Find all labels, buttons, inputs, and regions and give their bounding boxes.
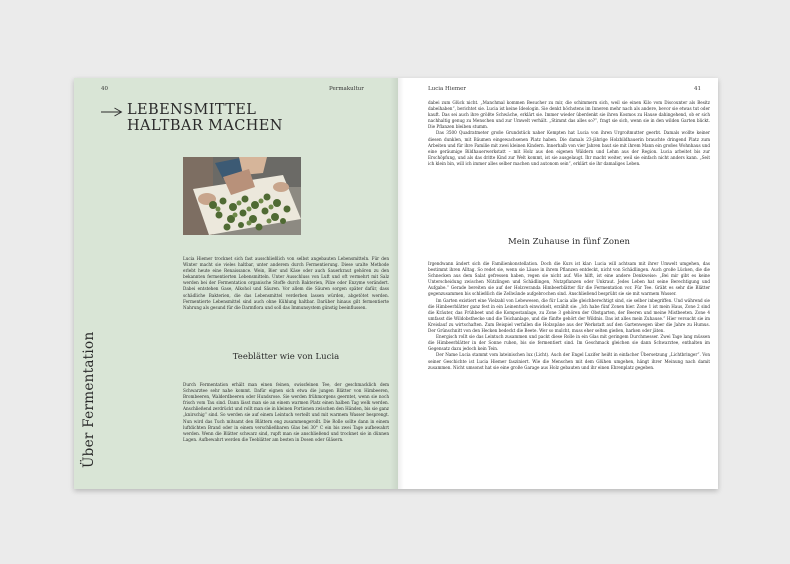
vertical-side-title: Über Fermentation — [81, 331, 97, 468]
chapter-title-line1: LEBENSMITTEL — [127, 102, 257, 118]
zones-paragraph-2: Im Garten existiert eine Vielzahl von Lebewesen, die für Lucia alle gleichberechtigt sind, sie selber inbegriffen. Und während sie die Himbeerblätter ganz fest in ein Leinentuch einwickelt, erzählt sie: „Ich habe fünf Zonen hier. Zone 1 ist mein Haus, Zone 2 sind die Kräuter, das Frühbeet und die Kompostanlage, zu Zone 3 gehören der Obstgarten, der Beeren und meine Mistbeeten. Zone 4 umfasst die Wildobsthecke und die Teichanlage, und die fünfte gehört der Wildnis. Das ist alles mein Zuhause.“ Hier versucht sie im Kreislauf zu wirtschaften. Zum Beispiel verfallen die Holzspäne aus der Werkstatt auf den Gartenwegen über die Jahre zu Humus. Der Grünschnitt von den Hecken bedeckt die Beete. Wer so mulcht, muss eher selten gießen, harken oder jäten. — [428, 297, 710, 334]
page-number-left: 40 — [101, 86, 108, 92]
section-title-zones: Mein Zuhause in fünf Zonen — [508, 237, 630, 247]
book-gutter — [390, 78, 404, 489]
intro-text — [183, 256, 389, 311]
section-title-tea: Teeblätter wie von Lucia — [232, 352, 340, 362]
top-paragraph-1: dabei zum Glück nicht. „Manchmal kommen Besucher zu mir, die schimmern sich, weil sie einen Kilo vom Discounter als Besitz dabeihaben“, berichtet sie. Lucia ist keine Ideologin. Sie denkt höchstens im Inneren mehr nach als andere, bevor sie etwas tut oder kauft. Das sei auch ihre größte Schwäche, erklärt sie. Immer wieder überdenkt sie ihren Kosmos zu Hause dahingehend, ob er sich nachhaltig genug zu Menschen und zur Umwelt verhält. „Stimmt das alles so?“, fragt sie sich, wenn sie in den wilden Garten blickt. Die Pflanzen bleiben stumm. — [428, 100, 710, 130]
book-spread — [74, 78, 718, 489]
zones-paragraph-3: Energisch rollt sie das Leintuch zusammen und packt diese Rolle in ein Glas mit geringem Durchmesser. Zwei Tage lang müssen die Himbeerblätter in der Sonne ruhen, bis sie fermentiert sind. Im Geschmack gleichen sie dann Schwarztee, enthalten im Gegensatz dazu jedoch kein Tein. — [428, 334, 710, 352]
chapter-title-line2: HALTBAR MACHEN — [127, 118, 283, 134]
arrow-icon — [101, 107, 123, 117]
top-paragraph-2: Das 3500 Quadratmeter große Grundstück naher Kempten hat Lucia von ihren Urgroßmutter geerbt. Damals wollte keiner diesen dunklen, mit Bäumen eingewachsenen Platz haben. Die damals 23-jährige Holzbildhauerin brauchte dringend Platz zum Arbeiten und für ihre Familie mit zwei kleinen Kindern. Innerhalb von vier Jahren baut sie mit ihrem Mann ein großes Wohnhaus und eine geräumige Bildhauerwerkstatt – mit Holz aus den eigenen Wäldern und Lehm aus der Region. Lucia arbeitet bis zur Erschöpfung, und als das dritte Kind zur Welt kommt, ist sie ausgelaugt. Ihr macht weiter, weil sie einfach nicht anders kann. „Seit ich klein bin, will ich immer alles selber machen und autonom sein“, erklärt sie ihr damaliges Leben. — [428, 130, 710, 166]
tea-section-text — [183, 382, 389, 443]
chapter-title — [127, 102, 317, 134]
right-page — [398, 78, 718, 489]
zones-paragraph-4: Der Name Lucia stammt vom lateinischen lux (Licht). Auch der Engel Luzifer heißt in einfacher Übersetzung „Lichtbringer“. Von seiner Geschichte ist Lucia Hiemer fasziniert. Wie die Menschen mit dem Glühen umgehen, hängt ihrer Meinung nach damit zusammen. Nicht umsonst hat sie eine große Garage aus Holz gebauten und ihr einen Ehrenplatz gegeben. — [428, 352, 710, 370]
running-head-right: Lucia Hiemer — [428, 86, 466, 92]
zones-section-text — [428, 261, 710, 371]
tea-paragraph: Durch Fermentation erhält man einen feinen, swissfeinen Tee, der geschmacklich dem Schwarztee sehr nahe kommt. Dafür eignen sich etwa die jungen Blätter von Himbeeren, Brombeeren, Walderdbeeren oder Hundsrose. Sie werden frühmorgens geerntet, wenn sie noch frisch vom Tau sind. Dann lässt man sie an einem warmen Platz einen halben Tag welk werden. Anschließend zerdrückt und rollt man sie in kleinen Portionen zwischen den Händen, bis sie ganz „knirschig“ sind. So werden sie auf einem Leintuch verteilt und mit warmem Wasser besprengt. Nun wird das Tuch mitsamt den Blättern eng zusammengerollt. Die Rolle sollte dann in einem luftdichten Brand oder in einem verschließbaren Glas bei 30° C ein bis zwei Tage aufbewahrt werden. Wenn die Blätter schwarz sind, rupft man sie anschließend und trocknet sie in dünnen Lagen. Aufbewahrt werden die Teeblätter am besten in Dosen oder Gläsern. — [183, 382, 389, 442]
tea-leaves-photo — [183, 157, 301, 235]
intro-paragraph: Lucia Hiemer trocknet sich fast ausschließlich von selbst angebauten Lebensmitteln. Für den Winter macht sie vieles haltbar, unter anderem durch Fermentierung. Diese uralte Methode erlebt heute eine Renaissance. Wein, Bier und Käse oder auch Sauerkraut gehören zu den bekannten fermentierten Lebensmitteln. Unter Ausschluss von Luft und oft vermehrt mit Salz werden bei der Fermentation organische Stoffe durch Bakterien, Pilze oder Enzyme verändert. Dabei entstehen Gase, Alkohol und Säuren. Vor allem die Säuren sorgen später dafür, dass schädliche Bakterien, die das Lebensmittel verderben lassen würden, abgetötet werden. Fermentierte Lebensmittel sind auch ohne Kühlung haltbar. Darüber hinaus gilt fermentierte Nahrung als gesund für die Darmflora und soll das Immunsystem günstig beeinflussen. — [183, 256, 389, 310]
zones-paragraph-1: Irgendwann ändert sich die Familienkonstellation. Doch die Kurs ist klar: Lucia will achtsam mit ihrer Umwelt umgehen, das bestimmt ihren Alltag. So redet sie, wenn sie Läuse in ihrem Pflanzen entdeckt, nicht von Schädlingen. Auch große Lücken, die die Schnecken aus dem Salat gefressen haben, regen sie nicht auf. Wie hilft, ist eine andere Denkweise: „Bei mir gibt es keine Unterscheidung zwischen Nützlingen und Schädlingen, Nutzpflanzen oder Unkraut. Jedes Leben hat seine Berechtigung und Aufgabe.“ Gerade bereiten sie auf der Holzveranda Himbeerblätter für die Fermentation vor. Für Tee. Gräbt es sehr die Blätter gegenzusammen bis schließlich die Zellwände aufgebrochen sind. Anschließend besprüht sie sie mit warmem Wasser. — [428, 261, 710, 297]
page-number-right: 41 — [694, 86, 701, 92]
top-text — [428, 100, 710, 167]
left-page — [74, 78, 398, 489]
running-head-left: Permakultur — [329, 86, 364, 92]
